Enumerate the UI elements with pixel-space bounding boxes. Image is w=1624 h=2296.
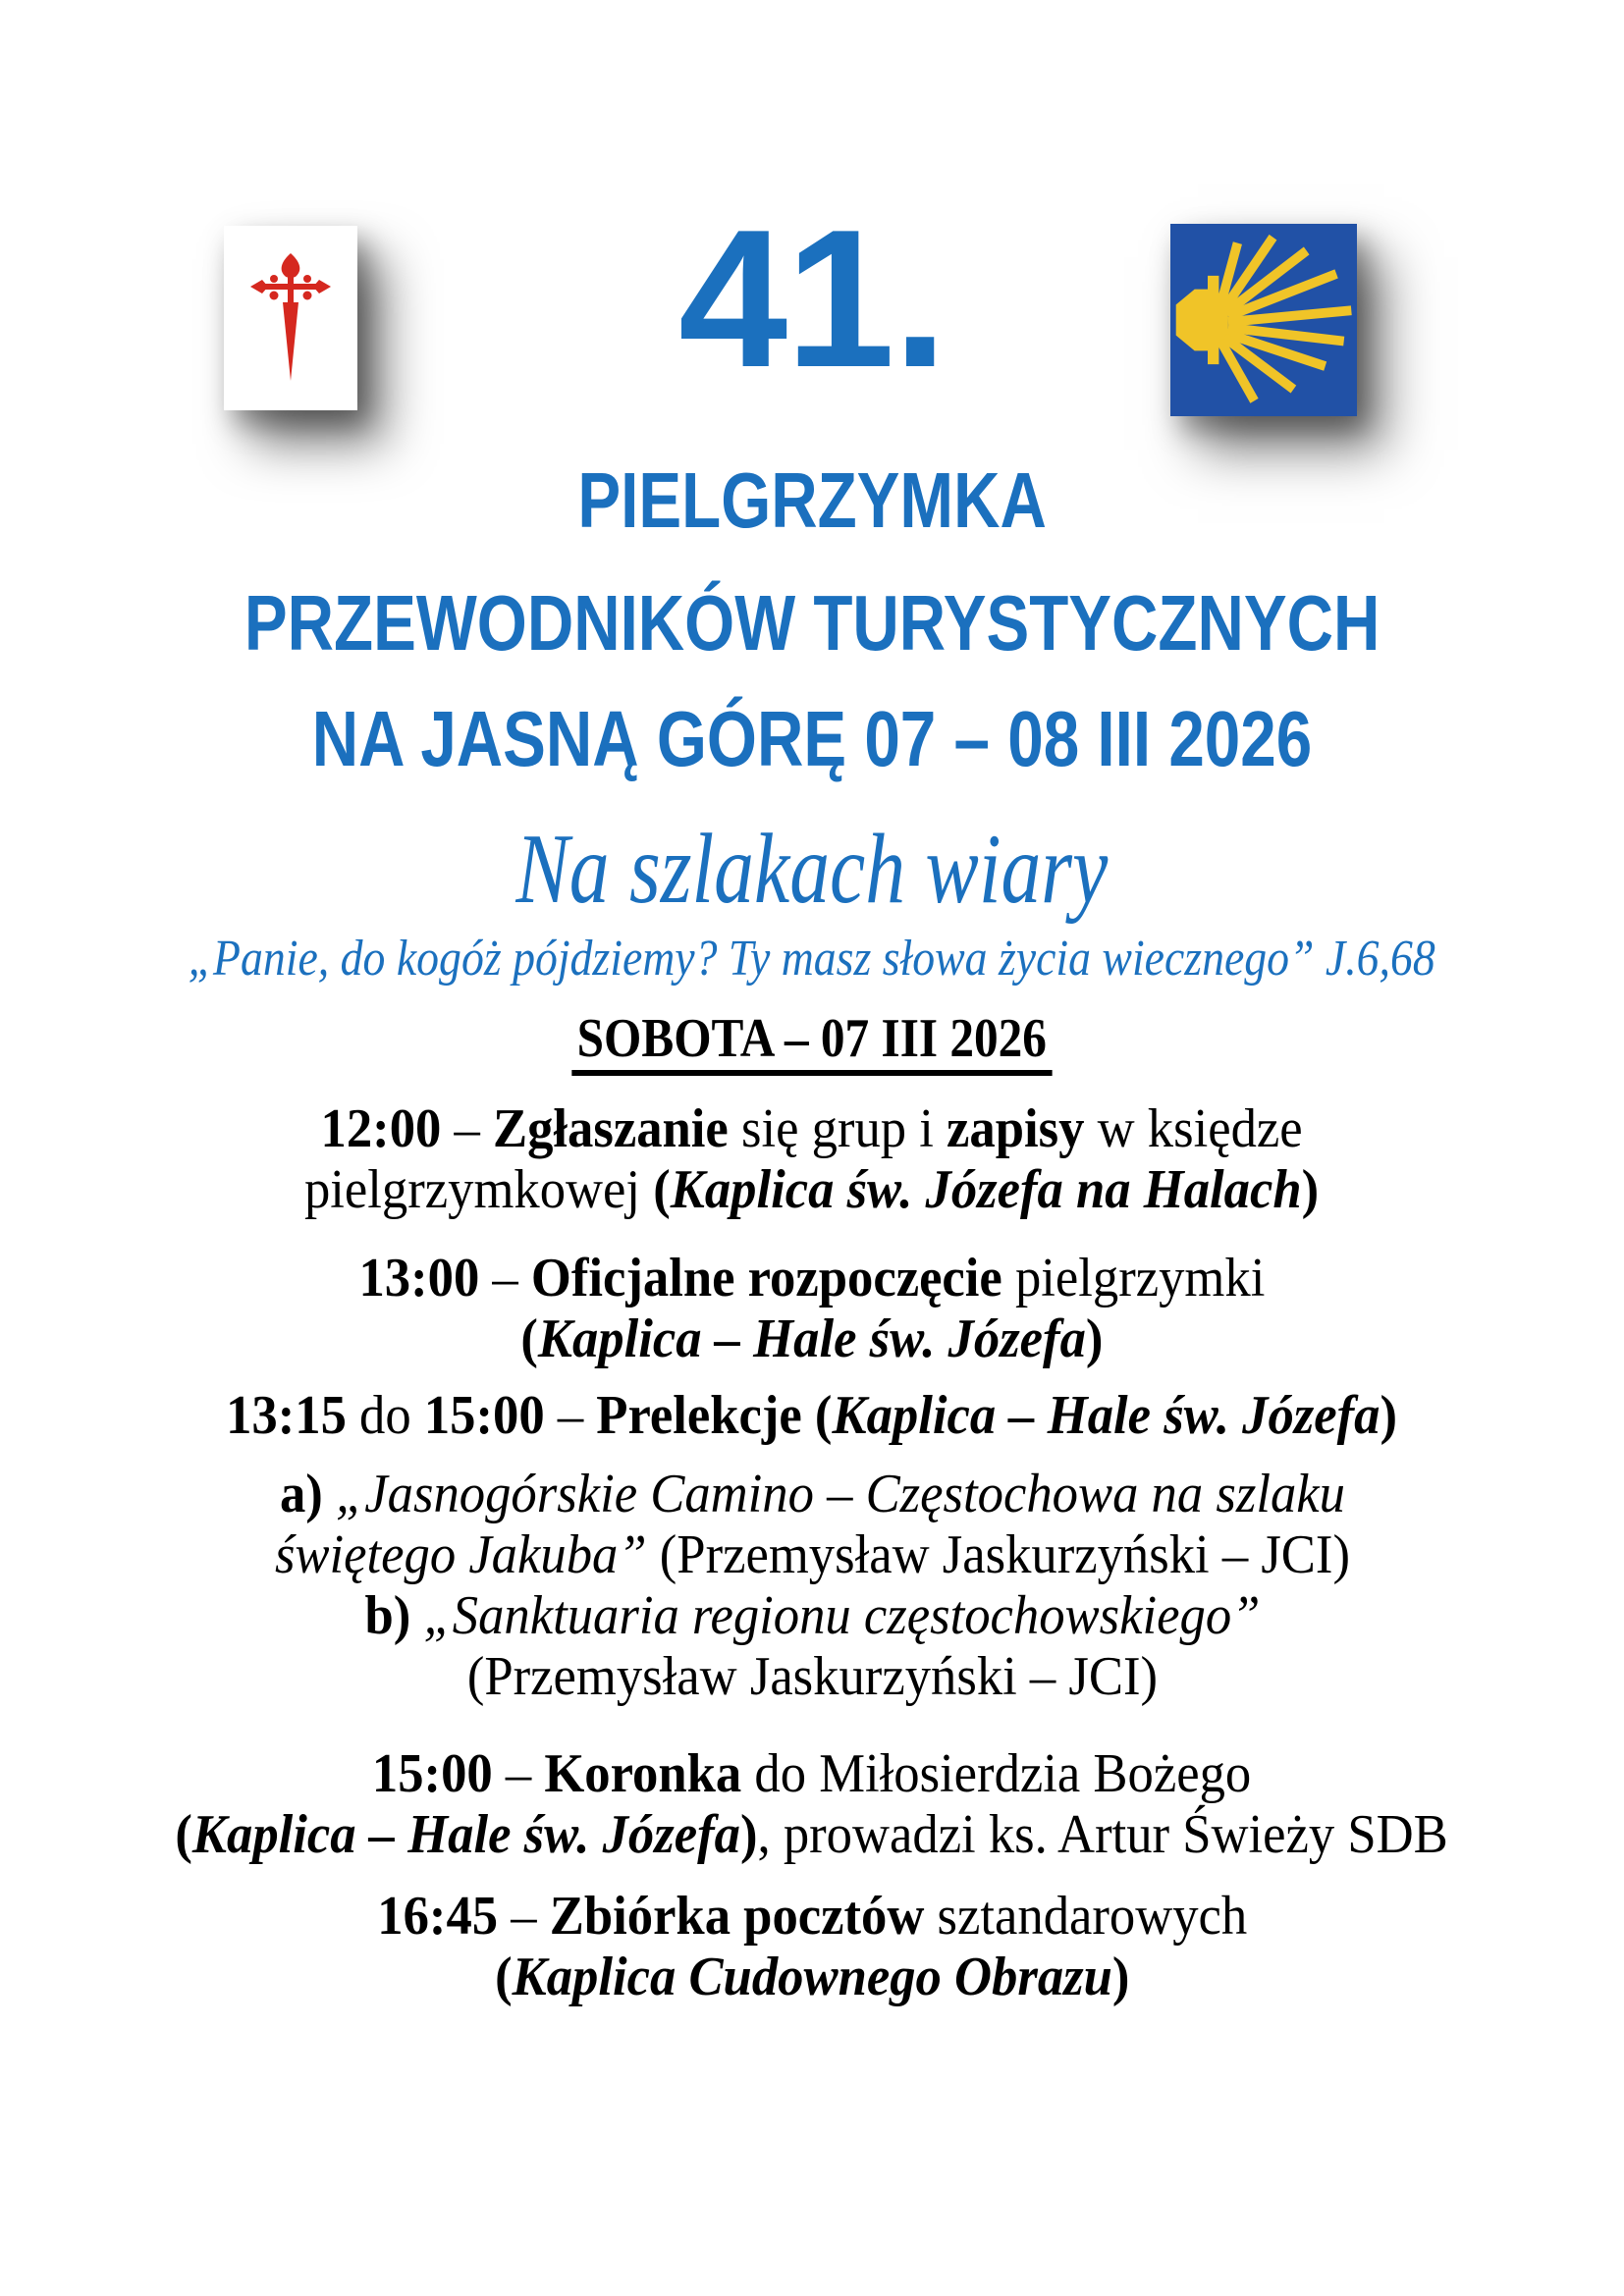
day-heading [0,1008,1624,1076]
edition-number: 41. [677,189,947,408]
scripture-quote-text: „Panie, do kogóż pójdziemy? Ty masz słowa życia wiecznego” J.6,68 [188,931,1436,987]
title-line-2-text: PRZEWODNIKÓW TURYSTYCZNYCH [244,579,1380,667]
camino-shell-logo [1170,224,1357,416]
schedule-item-opening [0,1248,1624,1369]
schedule-item-lectures [0,1385,1624,1446]
schedule-item-banners [0,1886,1624,2007]
schedule-item-registration [0,1098,1624,1220]
schedule-item-lectures-text: 13:15 do 15:00 – Prelekcje (Kaplica – Hale św. Józefa) [226,1385,1398,1446]
title-line-1 [0,456,1624,544]
schedule-item-chaplet [0,1743,1624,1865]
schedule-item-registration-text: 12:00 – Zgłaszanie się grup i zapisy w księdze pielgrzymkowej (Kaplica św. Józefa na Halach) [304,1098,1320,1220]
title-line-2 [0,579,1624,667]
schedule-item-lecture-topics-text: a) „Jasnogórskie Camino – Częstochowa na szlaku świętego Jakuba” (Przemysław Jaskurzyński – JCI) b) „Sanktuaria regionu częstochowskiego” (Przemysław Jaskurzyński – JCI) [274,1464,1350,1707]
title-line-3-text: NA JASNĄ GÓRĘ 07 – 08 III 2026 [311,695,1313,782]
schedule-item-chaplet-text: 15:00 – Koronka do Miłosierdzia Bożego (Kaplica – Hale św. Józefa), prowadzi ks. Artur Świeży SDB [175,1743,1449,1865]
camino-scallop-shell-icon [1170,224,1357,416]
title-line-3 [0,695,1624,782]
motto-text: Na szlakach wiary [515,814,1109,925]
schedule-item-opening-text: 13:00 – Oficjalne rozpoczęcie pielgrzymki (Kaplica – Hale św. Józefa) [358,1248,1266,1369]
schedule-item-lecture-topics [0,1464,1624,1707]
scripture-quote [0,931,1624,987]
schedule-item-banners-text: 16:45 – Zbiórka pocztów sztandarowych (Kaplica Cudownego Obrazu) [377,1886,1247,2007]
title-line-1-text: PIELGRZYMKA [577,456,1047,544]
day-heading-text: SOBOTA – 07 III 2026 [572,1011,1053,1076]
motto [0,814,1624,925]
